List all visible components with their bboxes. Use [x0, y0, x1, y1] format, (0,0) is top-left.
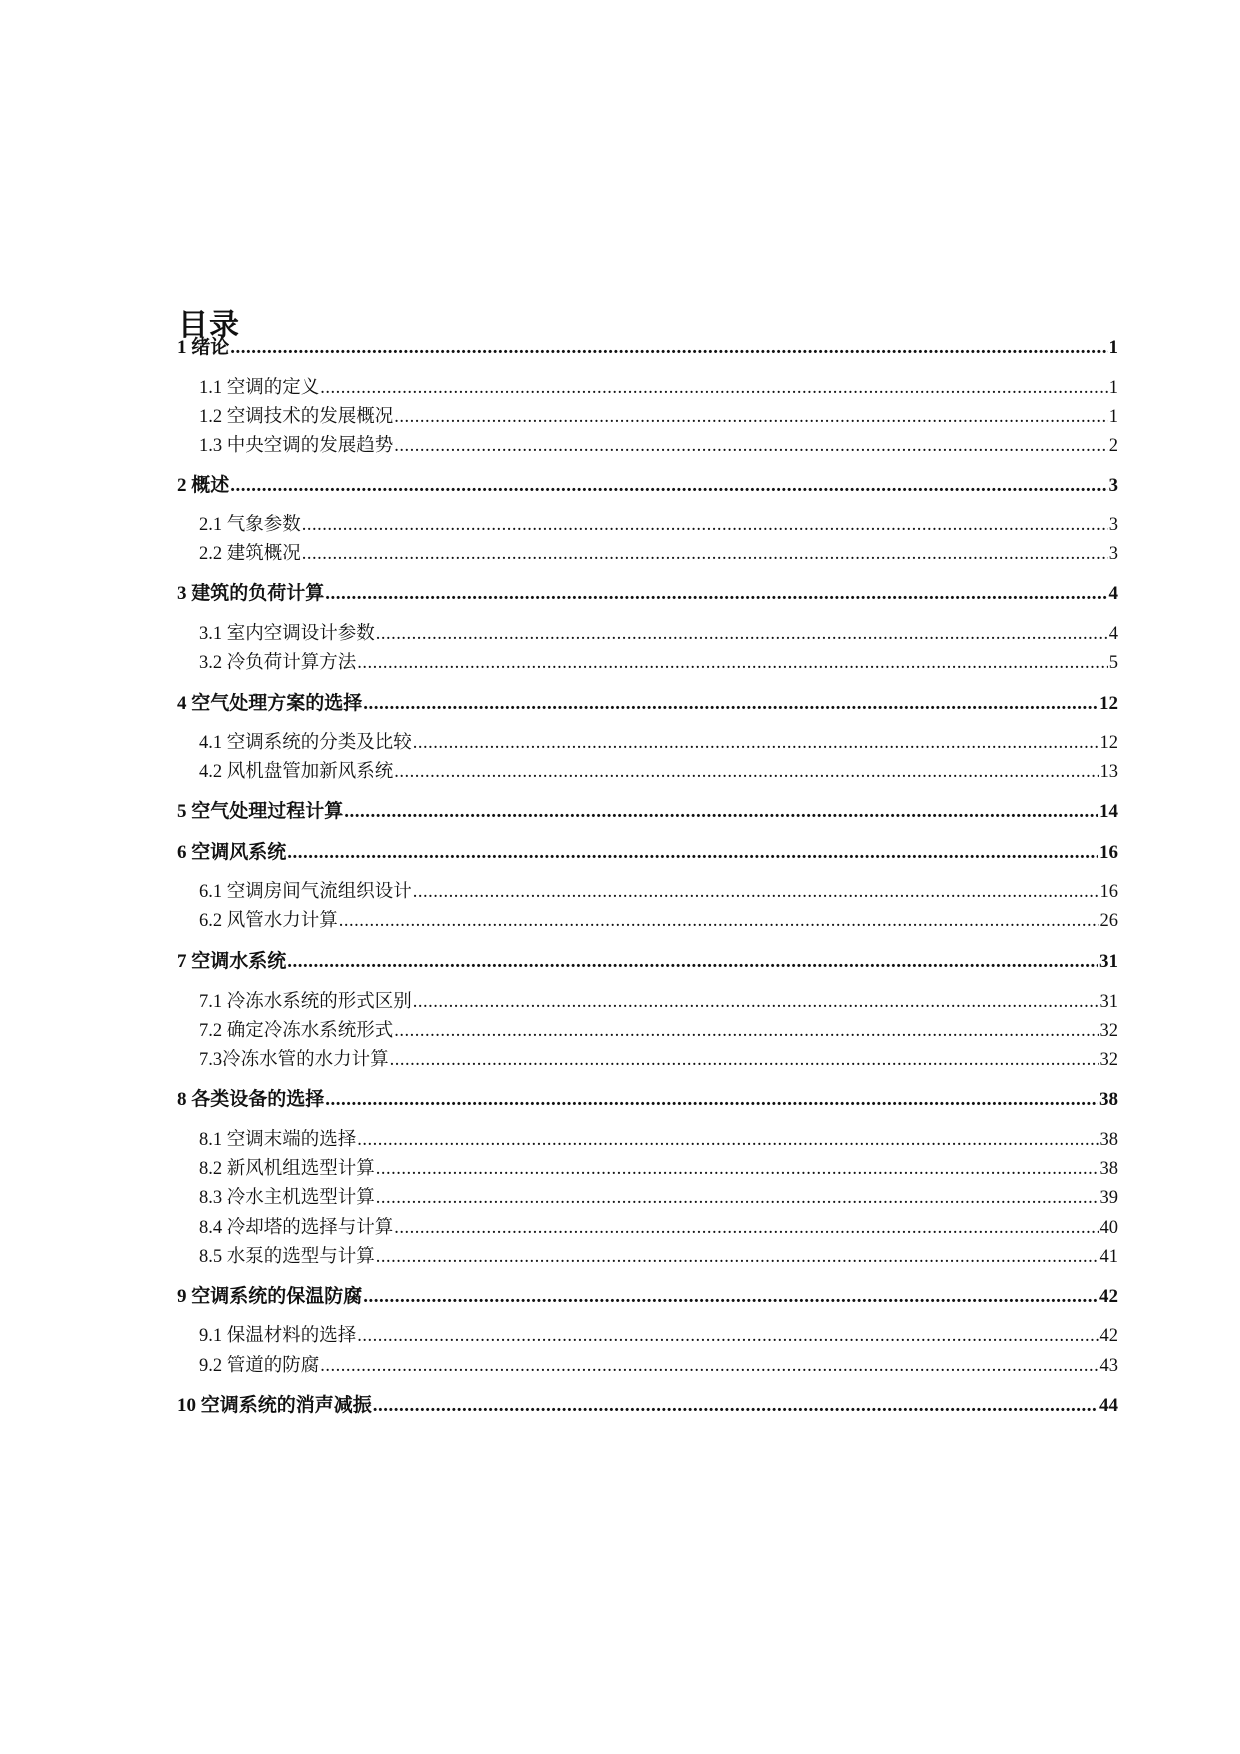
toc-dot-leader: [376, 1242, 1099, 1272]
toc-section-entry[interactable]: [199, 1125, 1118, 1155]
toc-dot-leader: [376, 1154, 1099, 1184]
toc-section-entry[interactable]: [199, 539, 1118, 569]
toc-dot-leader: [230, 471, 1107, 501]
toc-page-number: 3: [1108, 475, 1118, 496]
toc-dot-leader: [302, 510, 1108, 540]
toc-entry-title: 8.5 水泵的选型与计算: [199, 1247, 375, 1267]
toc-section-entry[interactable]: [199, 1154, 1118, 1184]
toc-dot-leader: [325, 1085, 1098, 1115]
toc-entry-title: 7.1 冷冻水系统的形式区别: [199, 992, 412, 1012]
toc-dot-leader: [413, 987, 1099, 1017]
toc-entry-title: 1.2 空调技术的发展概况: [199, 407, 394, 427]
toc-entry-title: 8.4 冷却塔的选择与计算: [199, 1218, 394, 1238]
toc-dot-leader: [394, 1016, 1098, 1046]
toc-page-number: 2: [1108, 436, 1118, 456]
toc-dot-leader: [390, 1045, 1099, 1075]
toc-entry-title: 6.1 空调房间气流组织设计: [199, 882, 412, 902]
toc-dot-leader: [357, 648, 1107, 678]
toc-entry-title: 7 空调水系统: [177, 951, 287, 972]
toc-entry-title: 4.1 空调系统的分类及比较: [199, 733, 412, 753]
toc-dot-leader: [376, 619, 1108, 649]
toc-page-number: 12: [1099, 693, 1118, 714]
toc-page-number: 32: [1099, 1021, 1118, 1041]
toc-dot-leader: [413, 877, 1099, 907]
toc-chapter-entry[interactable]: [177, 471, 1118, 501]
toc-page-number: 1: [1108, 378, 1118, 398]
toc-section-entry[interactable]: [199, 987, 1118, 1017]
toc-chapter-entry[interactable]: [177, 579, 1118, 609]
toc-page-number: 26: [1099, 911, 1118, 931]
toc-section-entry[interactable]: [199, 1213, 1118, 1243]
toc-page-number: 14: [1099, 801, 1118, 822]
toc-page-number: 16: [1099, 842, 1118, 863]
toc-entry-title: 2.2 建筑概况: [199, 544, 301, 564]
toc-entry-title: 1.1 空调的定义: [199, 378, 320, 398]
toc-dot-leader: [344, 797, 1098, 827]
toc-entry-title: 7.2 确定冷冻水系统形式: [199, 1021, 394, 1041]
toc-section-entry[interactable]: [199, 402, 1118, 432]
toc-dot-leader: [357, 1125, 1098, 1155]
toc-section-entry[interactable]: [199, 1321, 1118, 1351]
toc-chapter-entry[interactable]: [177, 1391, 1118, 1421]
toc-page-number: 4: [1108, 624, 1118, 644]
toc-page-number: 38: [1099, 1130, 1118, 1150]
toc-section-entry[interactable]: [199, 619, 1118, 649]
toc-page-number: 12: [1099, 733, 1118, 753]
toc-chapter-entry[interactable]: [177, 838, 1118, 868]
toc-page-number: 4: [1108, 583, 1118, 604]
toc-page-number: 38: [1099, 1159, 1118, 1179]
toc-page-number: 39: [1099, 1188, 1118, 1208]
toc-chapter-entry[interactable]: [177, 1085, 1118, 1115]
toc-entry-title: 8.3 冷水主机选型计算: [199, 1188, 375, 1208]
toc-page-number: 42: [1099, 1286, 1118, 1307]
toc-entry-title: 5 空气处理过程计算: [177, 801, 344, 822]
toc-entry-title: 6 空调风系统: [177, 842, 287, 863]
toc-chapter-entry[interactable]: [177, 1282, 1118, 1312]
toc-entry-title: 2.1 气象参数: [199, 515, 301, 535]
toc-page-number: 1: [1108, 337, 1118, 358]
toc-section-entry[interactable]: [199, 728, 1118, 758]
toc-title: 目录: [178, 308, 240, 343]
toc-section-entry[interactable]: [199, 1242, 1118, 1272]
toc-entry-title: 3.1 室内空调设计参数: [199, 624, 375, 644]
toc-entry-title: 3 建筑的负荷计算: [177, 583, 325, 604]
toc-dot-leader: [394, 431, 1107, 461]
toc-dot-leader: [394, 402, 1107, 432]
toc-entry-title: 9.2 管道的防腐: [199, 1356, 320, 1376]
toc-entry-title: 2 概述: [177, 475, 230, 496]
toc-page-number: 41: [1099, 1247, 1118, 1267]
toc-page-number: 3: [1108, 515, 1118, 535]
toc-dot-leader: [325, 579, 1107, 609]
toc-dot-leader: [287, 838, 1098, 868]
toc-dot-leader: [320, 373, 1107, 403]
toc-entry-title: 8 各类设备的选择: [177, 1089, 325, 1110]
toc-dot-leader: [357, 1321, 1098, 1351]
toc-dot-leader: [394, 1213, 1098, 1243]
toc-page-number: 16: [1099, 882, 1118, 902]
toc-chapter-entry[interactable]: [177, 333, 1118, 363]
toc-entry-title: 9.1 保温材料的选择: [199, 1326, 357, 1346]
toc-entry-title: 3.2 冷负荷计算方法: [199, 653, 357, 673]
toc-chapter-entry[interactable]: [177, 947, 1118, 977]
toc-entry-title: 8.1 空调末端的选择: [199, 1130, 357, 1150]
toc-dot-leader: [339, 906, 1099, 936]
toc-entry-title: 4 空气处理方案的选择: [177, 693, 363, 714]
toc-entry-title: 8.2 新风机组选型计算: [199, 1159, 375, 1179]
toc-entry-title: 1 绪论: [177, 337, 230, 358]
toc-section-entry[interactable]: [199, 1351, 1118, 1381]
toc-chapter-entry[interactable]: [177, 797, 1118, 827]
toc-dot-leader: [373, 1391, 1098, 1421]
toc-section-entry[interactable]: [199, 877, 1118, 907]
toc-page-number: 3: [1108, 544, 1118, 564]
toc-dot-leader: [287, 947, 1098, 977]
toc-chapter-entry[interactable]: [177, 689, 1118, 719]
toc-dot-leader: [230, 333, 1107, 363]
toc-entry-title: 6.2 风管水力计算: [199, 911, 338, 931]
toc-dot-leader: [413, 728, 1099, 758]
toc-section-entry[interactable]: [199, 757, 1118, 787]
toc-entry-title: 4.2 风机盘管加新风系统: [199, 762, 394, 782]
toc-dot-leader: [302, 539, 1108, 569]
toc-section-entry[interactable]: [199, 373, 1118, 403]
toc-section-entry[interactable]: [199, 1045, 1118, 1075]
toc-page-number: 31: [1099, 951, 1118, 972]
toc-section-entry[interactable]: [199, 648, 1118, 678]
toc-entry-title: 1.3 中央空调的发展趋势: [199, 436, 394, 456]
toc-section-entry[interactable]: [199, 431, 1118, 461]
toc-page-number: 31: [1099, 992, 1118, 1012]
toc-dot-leader: [394, 757, 1098, 787]
toc-page-number: 32: [1099, 1050, 1118, 1070]
toc-section-entry[interactable]: [199, 1016, 1118, 1046]
toc-page-number: 5: [1108, 653, 1118, 673]
toc-entry-title: 7.3冷冻水管的水力计算: [199, 1050, 389, 1070]
toc-page-number: 44: [1099, 1395, 1118, 1416]
toc-entry-title: 10 空调系统的消声减振: [177, 1395, 372, 1416]
toc-section-entry[interactable]: [199, 510, 1118, 540]
toc-section-entry[interactable]: [199, 906, 1118, 936]
toc-section-entry[interactable]: [199, 1183, 1118, 1213]
toc-page-number: 1: [1108, 407, 1118, 427]
toc-page-number: 42: [1099, 1326, 1118, 1346]
toc-dot-leader: [320, 1351, 1098, 1381]
toc-dot-leader: [363, 689, 1098, 719]
toc-page-number: 43: [1099, 1356, 1118, 1376]
toc-entry-title: 9 空调系统的保温防腐: [177, 1286, 363, 1307]
toc-page-number: 13: [1099, 762, 1118, 782]
toc-page-number: 38: [1099, 1089, 1118, 1110]
toc-dot-leader: [363, 1282, 1098, 1312]
toc-page-number: 40: [1099, 1218, 1118, 1238]
toc-dot-leader: [376, 1183, 1099, 1213]
